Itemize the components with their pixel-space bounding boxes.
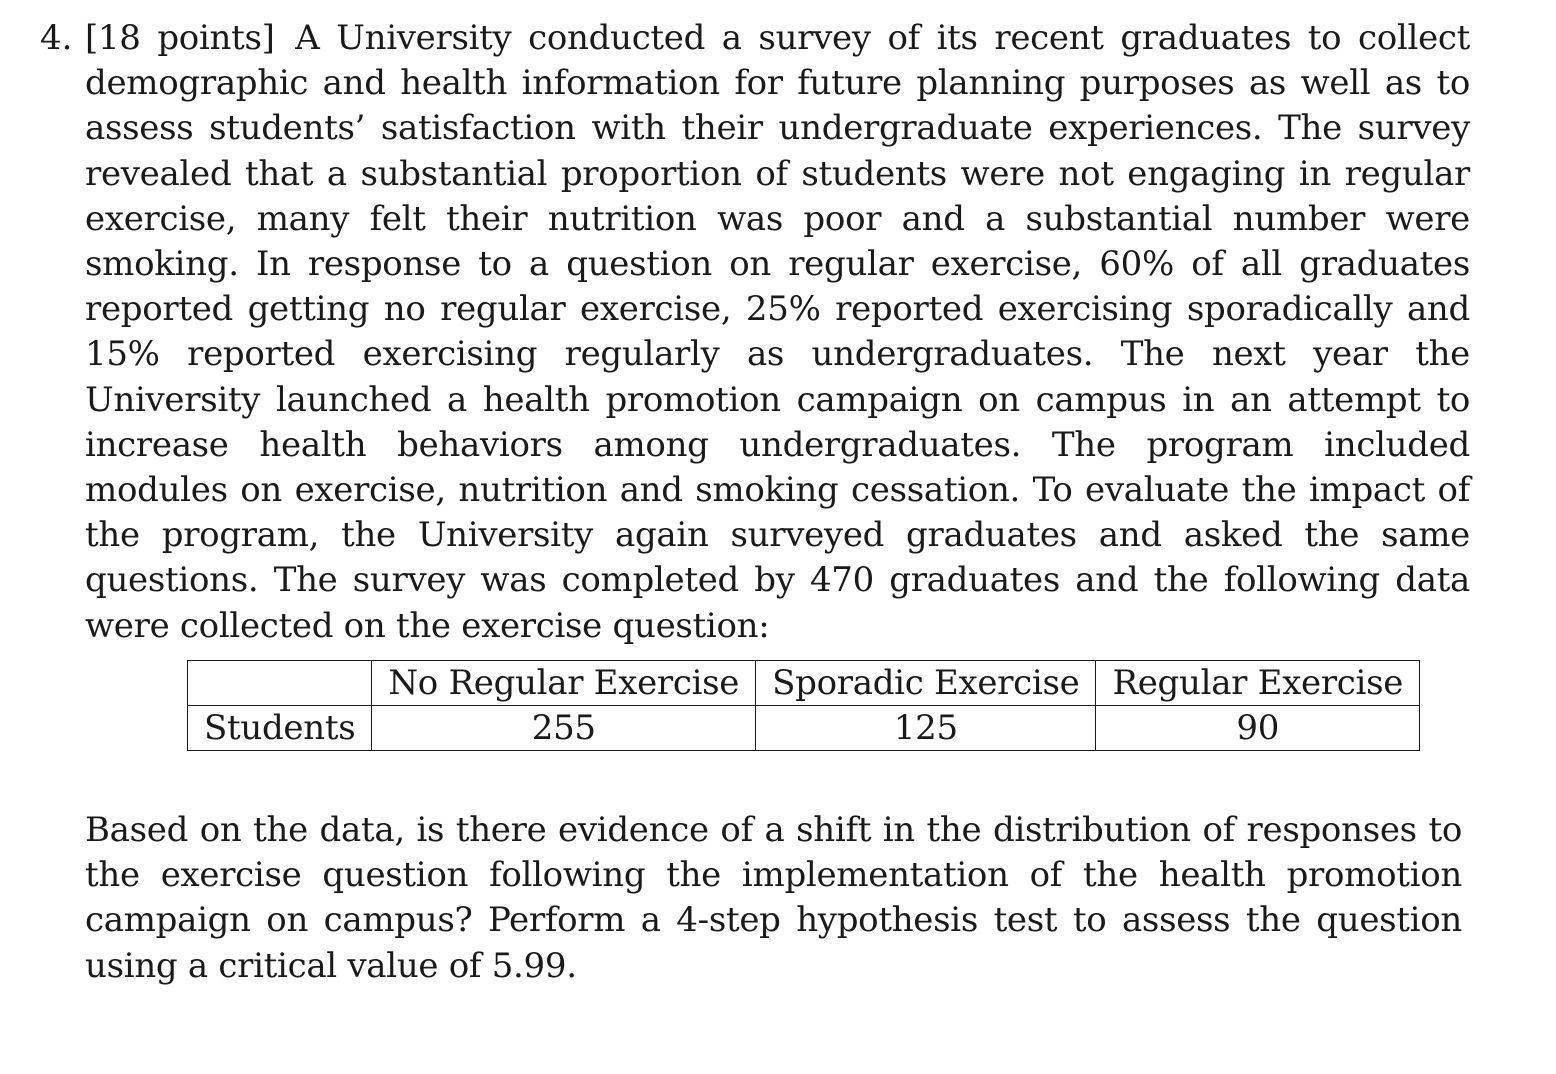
row-header: Students	[188, 706, 372, 751]
problem-intro	[85, 16, 1470, 649]
problem-points: [18 points]	[85, 18, 275, 58]
table-cell: 125	[756, 706, 1096, 751]
column-header: Regular Exercise	[1096, 661, 1420, 706]
table-cell: 90	[1096, 706, 1420, 751]
exercise-data-table	[187, 660, 1420, 751]
table-header-row	[188, 661, 1420, 706]
problem-number: 4.	[40, 18, 73, 58]
column-header: No Regular Exercise	[372, 661, 756, 706]
exercise-data-table-wrap	[187, 660, 1420, 751]
table-cell: 255	[372, 706, 756, 751]
table-row	[188, 706, 1420, 751]
table-corner-cell	[188, 661, 372, 706]
problem-intro-text: A University conducted a survey of its recent graduates to collect demographic and health information for future planning purposes as well as to assess students’ satisfaction with their undergraduate experiences. The survey revealed that a substantial proportion of students were not engaging in regular exercise, many felt their nutrition was poor and a substantial number were smoking. In response to a question on regular exercise, 60% of all graduates reported getting no regular exercise, 25% reported exercising sporadically and 15% reported exercising regularly as undergraduates. The next year the University launched a health promotion campaign on campus in an attempt to increase health behaviors among undergraduates. The program included modules on exercise, nutrition and smoking cessation. To evaluate the impact of the program, the University again surveyed graduates and asked the same questions. The survey was completed by 470 graduates and the following data were collected on the exercise question:	[85, 18, 1470, 646]
problem-4	[40, 16, 1470, 649]
column-header: Sporadic Exercise	[756, 661, 1096, 706]
problem-question: Based on the data, is there evidence of a shift in the distribution of responses to the exercise question following the implementation of the health promotion campaign on campus? Perform a 4-step hypothesis test to assess the question using a critical value of 5.99.	[85, 810, 1462, 986]
